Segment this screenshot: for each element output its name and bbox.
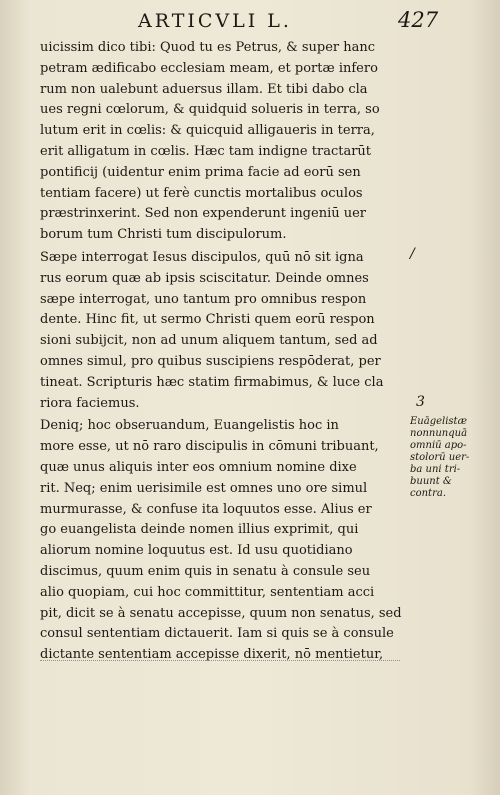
text-line: præstrinxerint. Sed non expenderunt ingeniū uer xyxy=(40,206,367,222)
text-line: dictante sententiam accepisse dixerit, nō mentietur, xyxy=(40,647,384,663)
text-line: discimus, quum enim quis in senatu à consule seu xyxy=(40,563,371,579)
text-line: omnes simul, pro quibus suscipiens respōderat, per xyxy=(40,353,381,369)
margin-note-line: contra. xyxy=(410,488,447,499)
text-line: alio quopiam, cui hoc committitur, sententiam acci xyxy=(40,584,375,600)
text-line: dente. Hinc fit, ut sermo Christi quem eorū respon xyxy=(40,312,375,328)
text-line: Deniq; hoc obseruandum, Euangelistis hoc in xyxy=(40,418,339,434)
text-line: tineat. Scripturis hæc statim firmabimus, & luce cla xyxy=(40,374,384,390)
text-line: Sæpe interrogat Iesus discipulos, quū nō sit igna xyxy=(40,249,364,265)
running-title: ARTICVLI L. xyxy=(138,10,292,32)
text-line: ues regni cœlorum, & quidquid solueris in terra, so xyxy=(40,102,380,118)
text-line: quæ unus aliquis inter eos omnium nomine dixe xyxy=(40,459,357,475)
text-line: petram ædificabo ecclesiam meam, et portæ infero xyxy=(40,60,378,76)
page-number: 427 xyxy=(398,8,439,32)
text-line: lutum erit in cœlis: & quicquid alligaueris in terra, xyxy=(40,123,375,139)
margin-note xyxy=(410,416,494,500)
main-text-block xyxy=(40,38,408,666)
margin-note-line: omniū apo- xyxy=(410,440,467,451)
margin-note-line: ba uni tri- xyxy=(410,464,461,475)
text-line: rit. Neq; enim uerisimile est omnes uno ore simul xyxy=(40,480,368,496)
margin-note-line: nonnunquā xyxy=(410,428,468,439)
margin-mark-number: 3 xyxy=(416,394,425,410)
text-line: consul sententiam dictauerit. Iam si quis se à consule xyxy=(40,626,394,642)
margin-note-line: stolorū uer- xyxy=(410,452,470,463)
margin-mark: / xyxy=(410,246,415,262)
text-line: rus eorum quæ ab ipsis sciscitatur. Deinde omnes xyxy=(40,270,369,286)
text-line: more esse, ut nō raro discipulis in cōmuni tribuant, xyxy=(40,439,379,455)
text-line: riora faciemus. xyxy=(40,395,140,411)
text-line: aliorum nomine loquutus est. Id usu quotidiano xyxy=(40,543,353,559)
bottom-rule xyxy=(40,660,400,662)
text-line: rum non ualebunt aduersus illam. Et tibi dabo cla xyxy=(40,81,368,97)
text-line: borum tum Christi tum discipulorum. xyxy=(40,227,287,243)
text-line: uicissim dico tibi: Quod tu es Petrus, & super hanc xyxy=(40,40,376,55)
text-line: go euangelista deinde nomen illius exprimit, qui xyxy=(40,522,359,538)
text-line: murmurasse, & confuse ita loquutos esse. Alius er xyxy=(40,501,372,517)
margin-note-line: Euāgelistæ xyxy=(410,416,467,427)
text-line: erit alligatum in cœlis. Hæc tam indigne tractarūt xyxy=(40,143,372,159)
margin-note-line: buunt & xyxy=(410,476,452,487)
text-line: sioni subijcit, non ad unum aliquem tantum, sed ad xyxy=(40,333,378,349)
text-line: pit, dicit se à senatu accepisse, quum non senatus, sed xyxy=(40,605,402,621)
text-line: sæpe interrogat, uno tantum pro omnibus respon xyxy=(40,291,367,307)
text-line: pontificij (uidentur enim prima facie ad eorū sen xyxy=(40,164,361,180)
text-line: tentiam facere) ut ferè cunctis mortalibus oculos xyxy=(40,185,363,201)
